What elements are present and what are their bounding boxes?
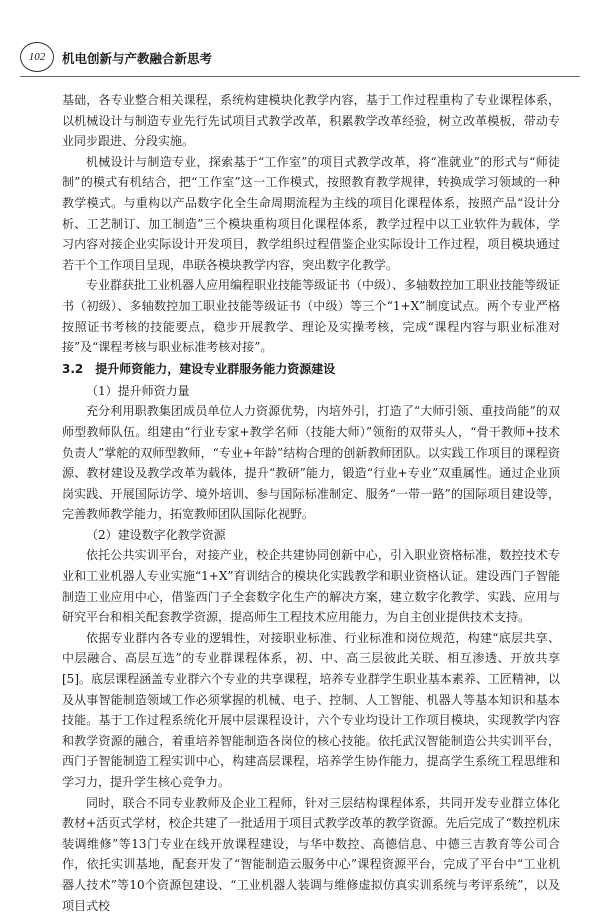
paragraph: 机械设计与制造专业，探索基于“工作室”的项目式教学改革，将“准就业”的形式与“师徒制”的模式有机结合，把“工作室”这一工作模式，按照教育教学规律，转换成学习领域的一种教学模式。与重构以产品数字化全生命周期流程为主线的项目化课程体系，按照产品“设计分析、工艺制订、加工制造”三个模块重构项目化课程体系，教学过程中以工业软件为载体，学习内容对接企业实际设计开发项目，教学组织过程借鉴企业实际设计工作过程，项目模块通过若干个工作项目呈现，串联各模块教学内容，突出数字化教学。 [62,154,560,272]
paragraph: 专业群获批工业机器人应用编程职业技能等级证书（中级）、多轴数控加工职业技能等级证书（初级）、多轴数控加工职业技能等级证书（中级）等三个“1+X”制度试点。两个专业严格按照证书考核的技能要点，稳步开展教学、理论及实操考核，完成“课程内容与职业标准对接”及“课程考核与职业标准考核对接”。 [62,278,561,355]
section-heading: 3.2 提升师资能力，建设专业群服务能力资源建设 [62,361,336,376]
body-text [62,90,560,916]
subsection-heading: （1）提升师资力量 [86,383,190,398]
paragraph: 充分利用职教集团成员单位人力资源优势，内培外引，打造了“大师引领、重技尚能”的双师型教师队伍。组建由“行业专家+教学名师（技能大师）”领衔的双带头人，“骨干教师+技术负责人”掌舵的双师型教师，“专业+年龄”结构合理的创新教师团队。以实践工作项目的课程资源、教材建设及教学改革为载体，提升“教研”能力，锻造“行业+专业”双重属性。通过企业顶岗实践、开展国际访学、境外培训、参与国际标准制定、服务“一带一路”的国际项目建设等，完善教师教学能力，拓宽教师团队国际化视野。 [62,404,560,522]
page-header [20,40,580,74]
paragraph-continued: 基础，各专业整合相关课程，系统构建模块化教学内容，基于工作过程重构了专业课程体系，以机械设计与制造专业先行先试项目式教学改革，积累教学改革经验，树立改革模板，带动专业同步跟进、分段实施。 [62,93,560,149]
paragraph: 依托公共实训平台，对接产业，校企共建协同创新中心，引入职业资格标准，数控技术专业和工业机器人专业实施“1+X”育训结合的模块化实践教学和职业资格认证。建设西门子智能制造工业应用中心，借鉴西门子全套数字化生产的解决方案，建立数字化教学、实践、应用与研究平台和相关配套教学资源，提高师生工程技术应用能力，为自主创业提供技术支持。 [62,548,560,625]
running-header-title: 机电创新与产教融合新思考 [62,51,213,66]
paragraph: 同时，联合不同专业教师及企业工程师，针对三层结构课程体系，共同开发专业群立体化教材+活页式学材，校企共建了一批适用于项目式教学改革的教学资源。先后完成了“数控机床装调维修”等13门专业在线开放课程建设，与华中数控、高德信息、中德三吉教育等公司合作，依托实训基地，配套开发了“智能制造云服务中心”课程资源平台，完成了平台中“工业机器人技术”等10个资源包建设、“工业机器人装调与维修虚拟仿真实训系统与考评系统”，以及项目式校 [62,795,560,913]
header-rule [20,76,580,77]
page-number-badge: 102 [20,42,54,72]
subsection-heading: （2）建设数字化教学资源 [86,527,226,542]
paragraph: 依据专业群内各专业的逻辑性，对接职业标准、行业标准和岗位规范，构建“底层共享、中层融合、高层互选”的专业群课程体系，初、中、高三层彼此关联、相互渗透、开放共享[5]。底层课程涵盖专业群六个专业的共享课程，培养专业群学生职业基本素养、工匠精神，以及从事智能制造领域工作必须掌握的机械、电子、控制、人工智能、机器人等基本知识和基本技能。基于工作过程系统化开展中层课程设计，六个专业均设计工作项目模块，实现教学内容和教学资源的融合，着重培养智能制造各岗位的核心技能。依托武汉智能制造公共实训平台，西门子智能制造工程实训中心，构建高层课程，培养学生协作能力，提高学生系统工程思维和学习力，提升学生核心竞争力。 [62,630,560,789]
